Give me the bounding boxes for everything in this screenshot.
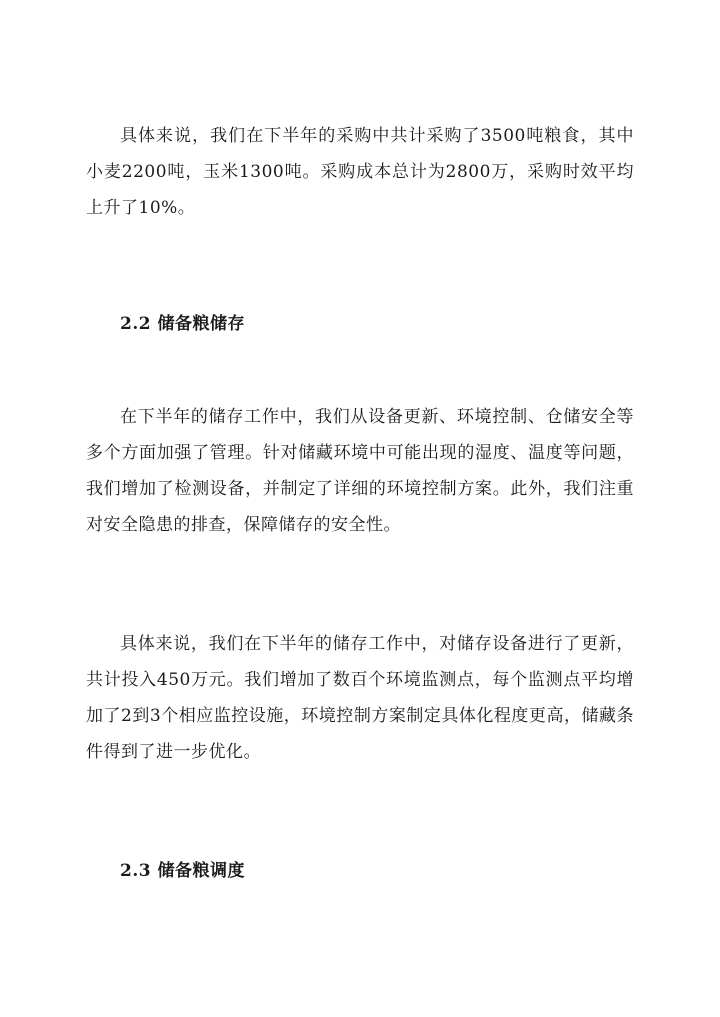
section-heading-2-3: 2.3 储备粮调度 [120,861,245,881]
paragraph-storage-overview: 在下半年的储存工作中，我们从设备更新、环境控制、仓储安全等多个方面加强了管理。针对储藏环境中可能出现的湿度、温度等问题，我们增加了检测设备，并制定了详细的环境控制方案。此外，我们注重对安全隐患的排查，保障储存的安全性。 [86,407,634,535]
paragraph-storage-details: 具体来说，我们在下半年的储存工作中，对储存设备进行了更新，共计投入450万元。我们增加了数百个环境监测点，每个监测点平均增加了2到3个相应监控设施，环境控制方案制定具体化程度更高，储藏条件得到了进一步优化。 [86,634,634,762]
section-heading-2-2: 2.2 储备粮储存 [120,314,245,334]
paragraph-procurement-details: 具体来说，我们在下半年的采购中共计采购了3500吨粮食，其中小麦2200吨，玉米1300吨。采购成本总计为2800万，采购时效平均上升了10%。 [86,126,634,218]
